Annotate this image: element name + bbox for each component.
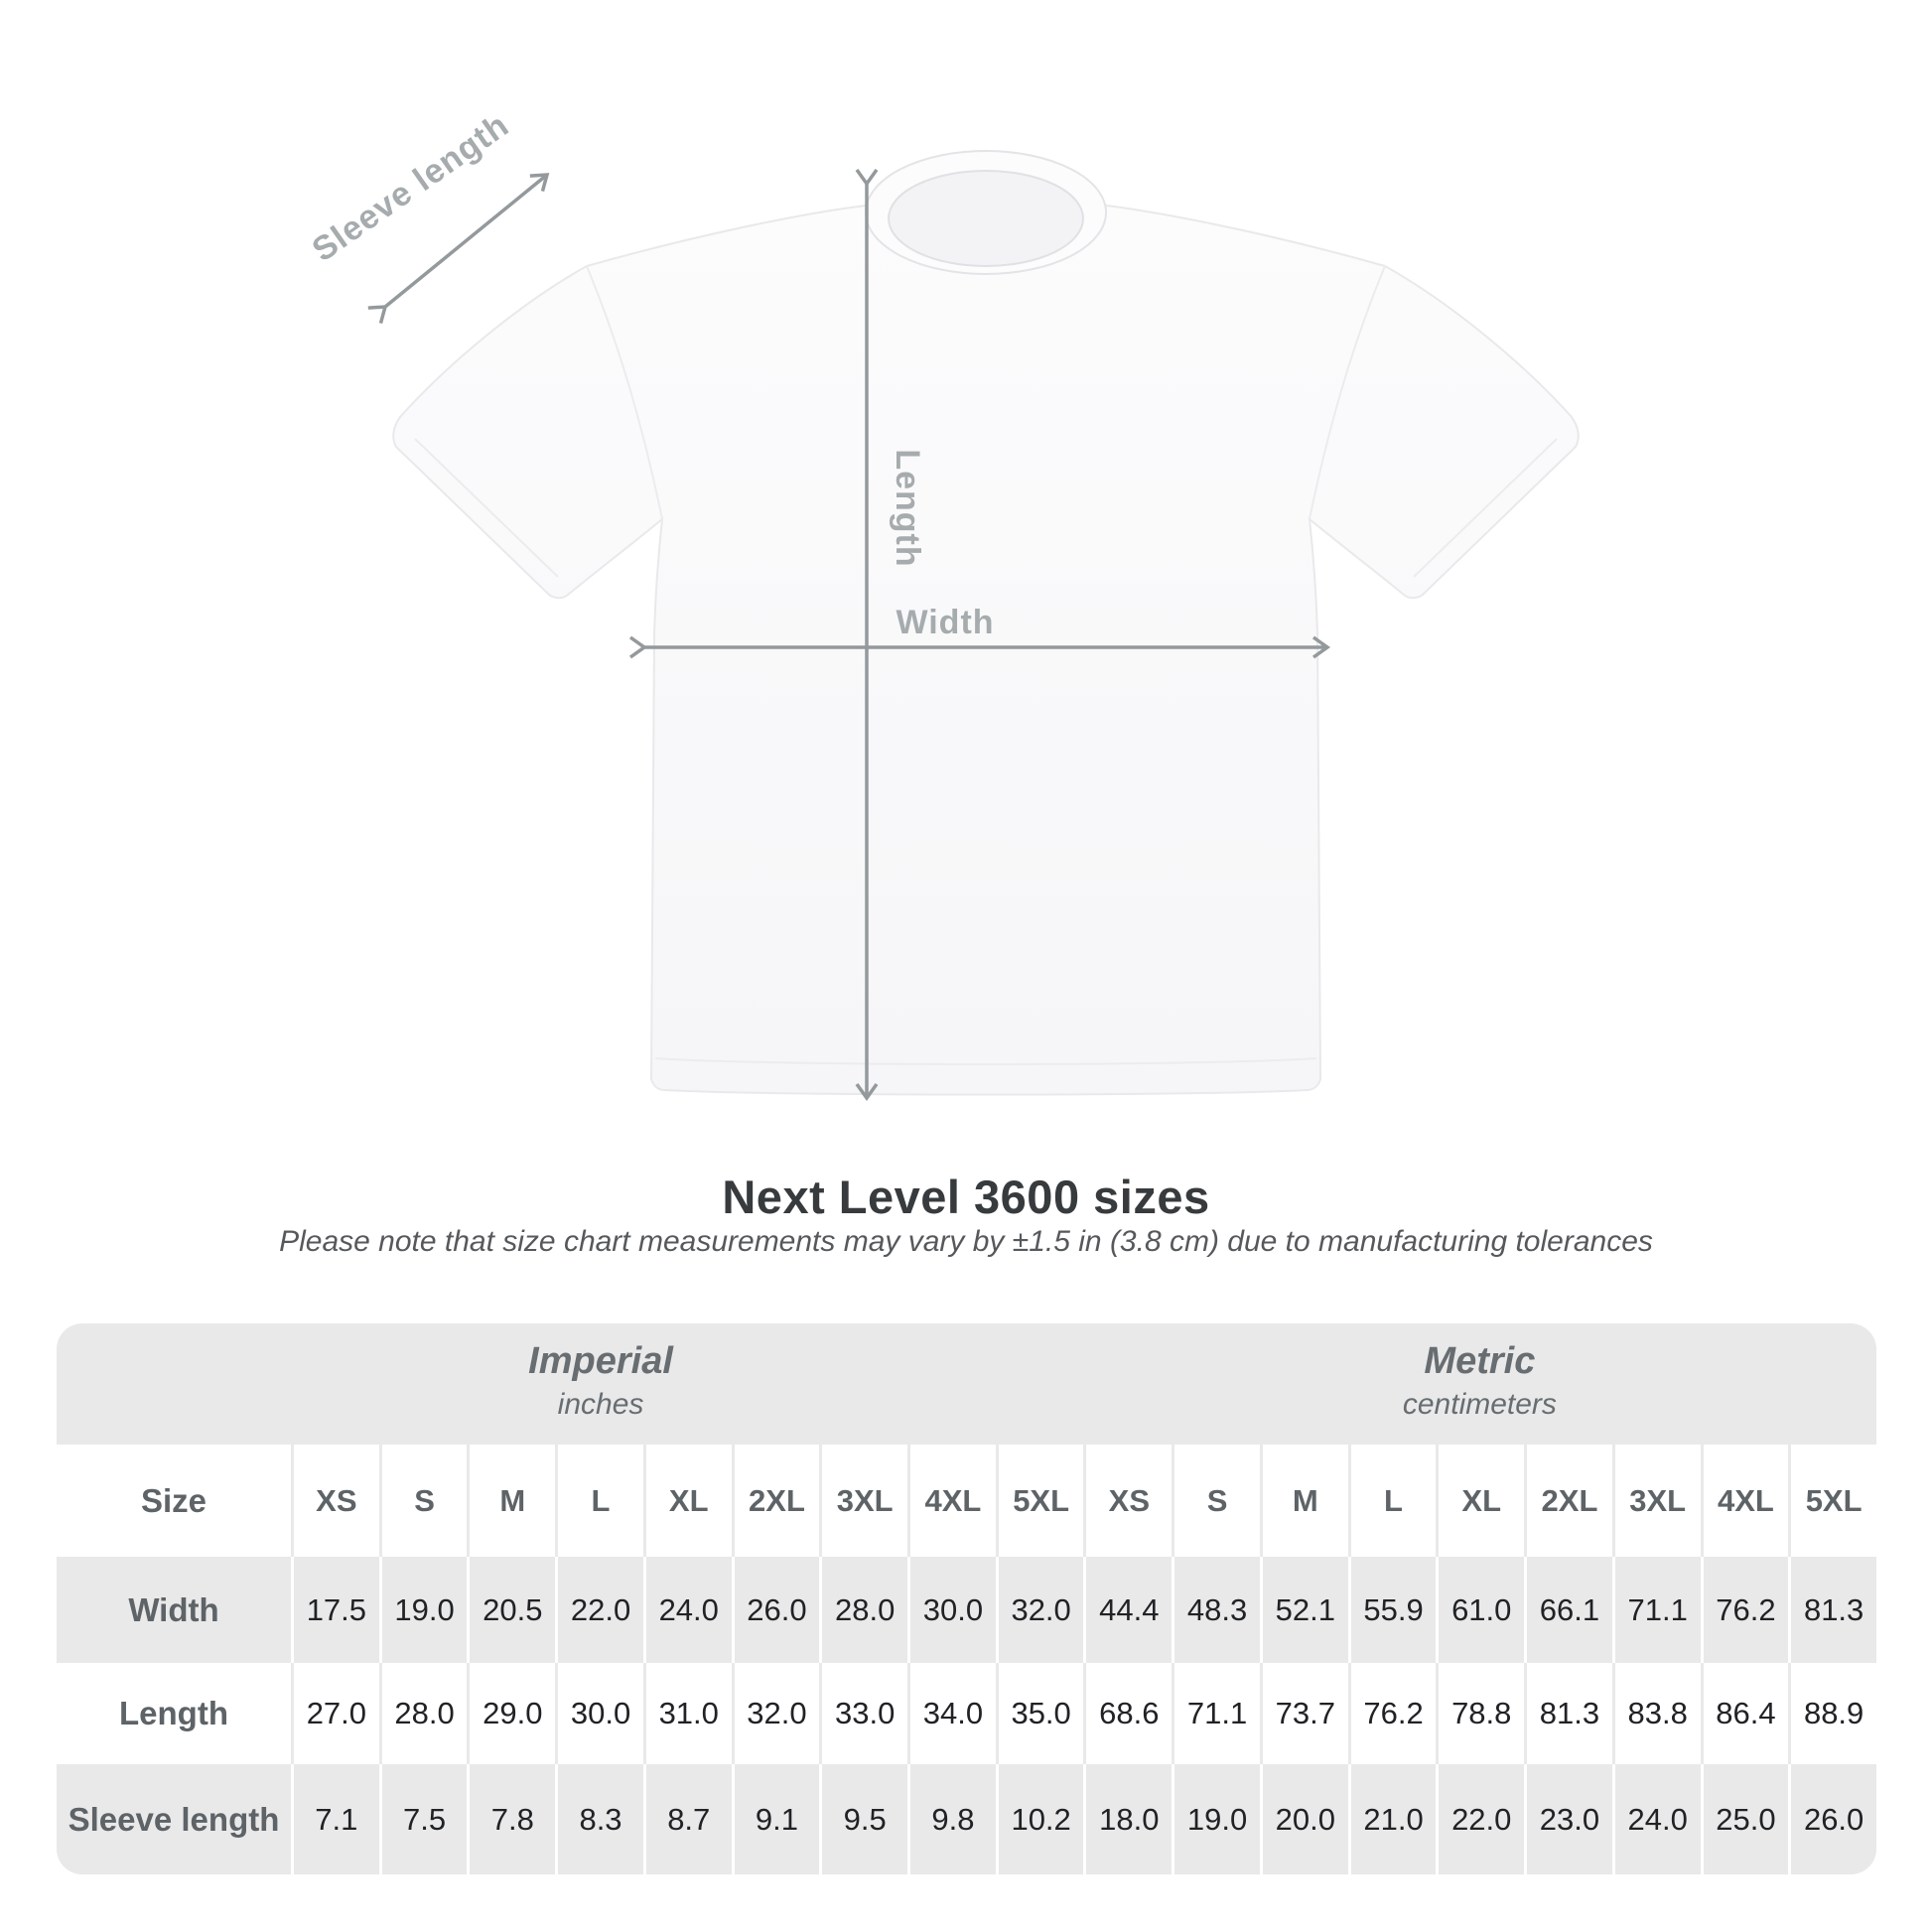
imperial-value-cell: 7.8 [467, 1764, 555, 1874]
imperial-size-header: 2XL [732, 1445, 820, 1557]
metric-label: Metric [1424, 1340, 1536, 1382]
sleeve-length-label: Sleeve length [305, 105, 516, 270]
imperial-value-cell: 33.0 [819, 1663, 907, 1764]
imperial-value-cell: 24.0 [643, 1557, 732, 1663]
imperial-size-header: XS [291, 1445, 379, 1557]
imperial-value-cell: 27.0 [291, 1663, 379, 1764]
imperial-size-header: M [467, 1445, 555, 1557]
imperial-value-cell: 30.0 [555, 1663, 643, 1764]
metric-size-header: 3XL [1612, 1445, 1701, 1557]
size-table [57, 1323, 1876, 1874]
imperial-unit: inches [557, 1388, 644, 1421]
metric-value-cell: 83.8 [1612, 1663, 1701, 1764]
width-label: Width [896, 604, 995, 641]
metric-value-cell: 55.9 [1348, 1557, 1437, 1663]
metric-value-cell: 66.1 [1524, 1557, 1612, 1663]
metric-group-header [1403, 1337, 1557, 1425]
imperial-value-cell: 8.7 [643, 1764, 732, 1874]
metric-value-cell: 44.4 [1083, 1557, 1172, 1663]
imperial-value-cell: 7.1 [291, 1764, 379, 1874]
imperial-value-cell: 7.5 [379, 1764, 468, 1874]
imperial-value-cell: 10.2 [996, 1764, 1084, 1874]
unit-group-header-row [57, 1323, 1876, 1445]
metric-value-cell: 25.0 [1701, 1764, 1789, 1874]
metric-value-cell: 19.0 [1172, 1764, 1260, 1874]
imperial-size-header: 4XL [907, 1445, 996, 1557]
imperial-value-cell: 28.0 [819, 1557, 907, 1663]
metric-value-cell: 81.3 [1788, 1557, 1876, 1663]
metric-value-cell: 20.0 [1260, 1764, 1348, 1874]
metric-value-cell: 68.6 [1083, 1663, 1172, 1764]
metric-value-cell: 76.2 [1701, 1557, 1789, 1663]
metric-size-header: 5XL [1788, 1445, 1876, 1557]
metric-size-header: L [1348, 1445, 1437, 1557]
metric-size-header: 4XL [1701, 1445, 1789, 1557]
metric-value-cell: 52.1 [1260, 1557, 1348, 1663]
metric-value-cell: 78.8 [1436, 1663, 1524, 1764]
imperial-value-cell: 26.0 [732, 1557, 820, 1663]
metric-size-header: XS [1083, 1445, 1172, 1557]
metric-size-header: XL [1436, 1445, 1524, 1557]
metric-size-header: S [1172, 1445, 1260, 1557]
measurement-row-label: Width [57, 1557, 291, 1663]
metric-value-cell: 88.9 [1788, 1663, 1876, 1764]
metric-value-cell: 73.7 [1260, 1663, 1348, 1764]
metric-unit: centimeters [1402, 1388, 1557, 1421]
measurement-row-label: Length [57, 1663, 291, 1764]
imperial-value-cell: 20.5 [467, 1557, 555, 1663]
imperial-value-cell: 8.3 [555, 1764, 643, 1874]
imperial-value-cell: 32.0 [732, 1663, 820, 1764]
imperial-value-cell: 35.0 [996, 1663, 1084, 1764]
metric-value-cell: 61.0 [1436, 1557, 1524, 1663]
imperial-size-header: 3XL [819, 1445, 907, 1557]
imperial-value-cell: 30.0 [907, 1557, 996, 1663]
imperial-value-cell: 22.0 [555, 1557, 643, 1663]
metric-value-cell: 18.0 [1083, 1764, 1172, 1874]
imperial-value-cell: 29.0 [467, 1663, 555, 1764]
imperial-value-cell: 9.1 [732, 1764, 820, 1874]
imperial-size-header: XL [643, 1445, 732, 1557]
metric-value-cell: 24.0 [1612, 1764, 1701, 1874]
imperial-value-cell: 28.0 [379, 1663, 468, 1764]
metric-size-header: M [1260, 1445, 1348, 1557]
metric-value-cell: 81.3 [1524, 1663, 1612, 1764]
imperial-label: Imperial [528, 1340, 673, 1382]
metric-value-cell: 21.0 [1348, 1764, 1437, 1874]
imperial-value-cell: 31.0 [643, 1663, 732, 1764]
size-tolerance-note: Please note that size chart measurements may vary by ±1.5 in (3.8 cm) due to manufacturing tolerances [279, 1225, 1653, 1258]
metric-value-cell: 22.0 [1436, 1764, 1524, 1874]
imperial-value-cell: 17.5 [291, 1557, 379, 1663]
measurement-row-label: Sleeve length [57, 1764, 291, 1874]
collar-opening [889, 171, 1083, 266]
metric-value-cell: 23.0 [1524, 1764, 1612, 1874]
metric-value-cell: 86.4 [1701, 1663, 1789, 1764]
imperial-size-header: S [379, 1445, 468, 1557]
metric-value-cell: 26.0 [1788, 1764, 1876, 1874]
metric-size-header: 2XL [1524, 1445, 1612, 1557]
metric-value-cell: 48.3 [1172, 1557, 1260, 1663]
imperial-value-cell: 9.8 [907, 1764, 996, 1874]
metric-value-cell: 71.1 [1612, 1557, 1701, 1663]
length-label: Length [889, 449, 926, 568]
imperial-size-header: 5XL [996, 1445, 1084, 1557]
page-title: Next Level 3600 sizes [722, 1171, 1210, 1223]
imperial-group-header [528, 1337, 673, 1425]
size-corner-header: Size [57, 1445, 291, 1557]
imperial-value-cell: 34.0 [907, 1663, 996, 1764]
imperial-value-cell: 9.5 [819, 1764, 907, 1874]
imperial-value-cell: 32.0 [996, 1557, 1084, 1663]
metric-value-cell: 76.2 [1348, 1663, 1437, 1764]
imperial-value-cell: 19.0 [379, 1557, 468, 1663]
imperial-size-header: L [555, 1445, 643, 1557]
metric-value-cell: 71.1 [1172, 1663, 1260, 1764]
